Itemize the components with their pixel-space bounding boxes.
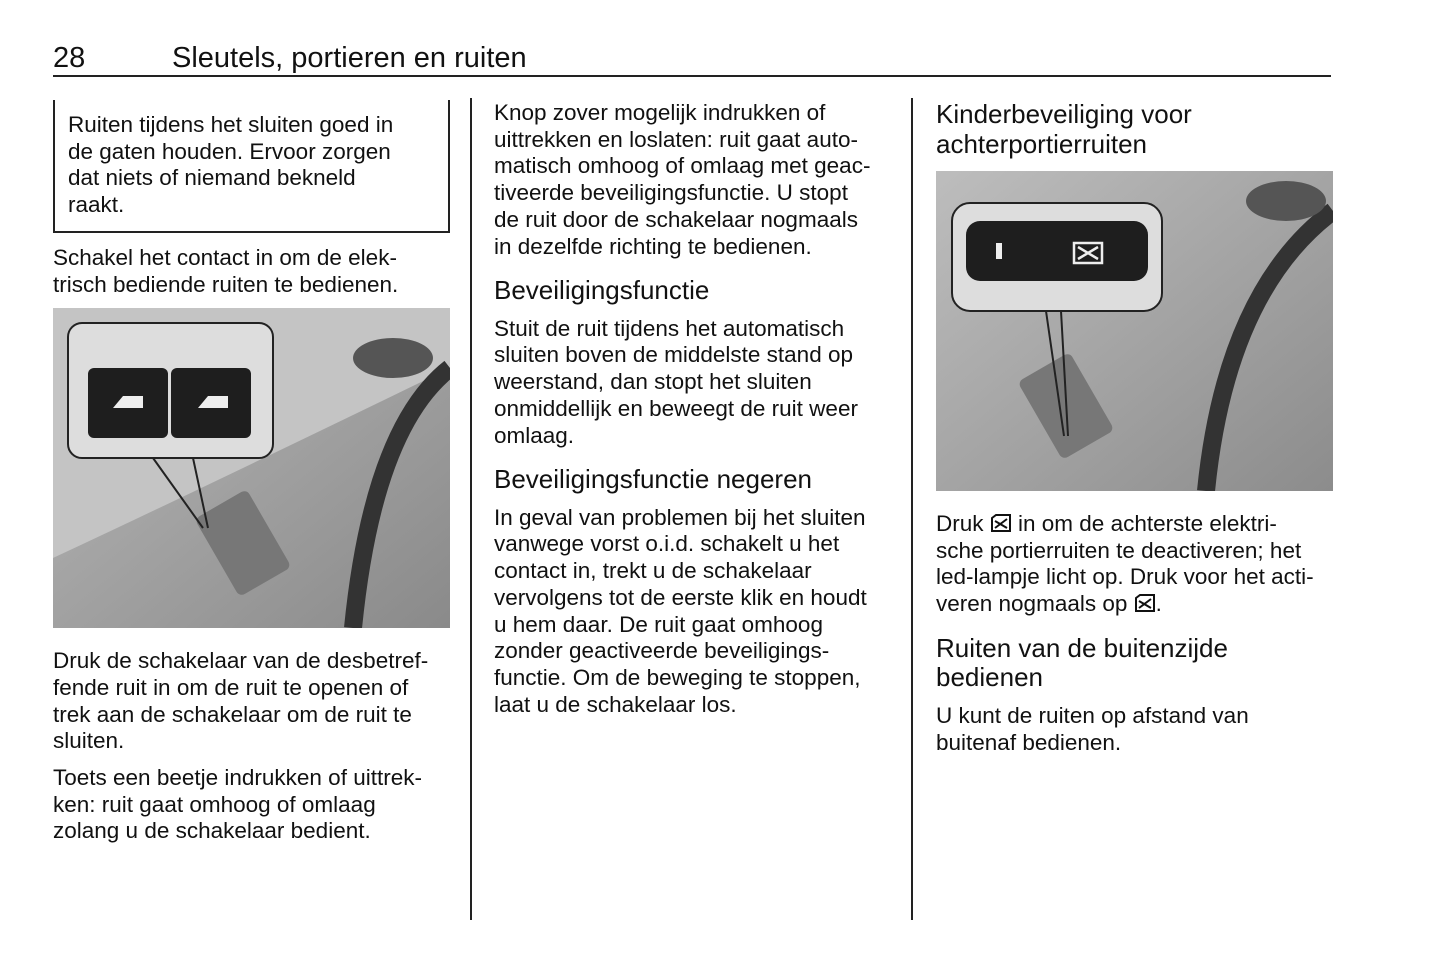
text-line: functie. Om de beweging te stoppen,: [494, 664, 861, 690]
paragraph: [53, 245, 453, 298]
heading-text: bedienen: [936, 662, 1043, 693]
heading-text: Ruiten van de buitenzijde: [936, 632, 1228, 663]
paragraph: [53, 648, 453, 755]
text-fragment: in om de achterste elektri-: [1011, 511, 1277, 536]
paragraph: [494, 316, 894, 450]
section-heading: [936, 634, 1336, 693]
heading-text: Kinderbeveiliging voor: [936, 99, 1192, 129]
text-fragment: .: [1155, 591, 1162, 617]
column-divider: [911, 98, 913, 920]
text-line: Schakel het contact in om de elek-: [53, 244, 397, 270]
text-line: Knop zover mogelijk indrukken of: [494, 100, 826, 125]
text-line: laat u de schakelaar los.: [494, 691, 737, 717]
paragraph: [53, 765, 453, 845]
text-fragment: Druk: [936, 511, 990, 536]
child-lock-icon: [990, 513, 1012, 533]
section-heading: [936, 100, 1336, 159]
text-line: de ruit door de schakelaar nogmaals: [494, 206, 858, 232]
text-line: led-lampje licht op. Druk voor het acti-: [936, 564, 1314, 590]
text-line: dat niets of niemand bekneld: [68, 165, 356, 191]
column-3: [936, 100, 1336, 766]
text-line: weerstand, dan stopt het sluiten: [494, 369, 812, 395]
text-line: matisch omhoog of omlaag met geac-: [494, 153, 871, 179]
warning-box: [53, 100, 450, 233]
text-line: vanwege vorst o.i.d. schakelt u het: [494, 531, 840, 557]
paragraph: [936, 511, 1336, 618]
text-line: uittrekken en loslaten: ruit gaat auto-: [494, 126, 858, 152]
text-line: zolang u de schakelaar bedient.: [53, 818, 371, 844]
paragraph: [494, 505, 894, 719]
text-line: sche portierruiten te deactiveren; het: [936, 537, 1302, 563]
text-line: Druk de schakelaar van de desbetref-: [53, 648, 429, 674]
text-line: U kunt de ruiten op afstand van: [936, 702, 1249, 728]
text-line: u hem daar. De ruit gaat omhoog: [494, 611, 823, 637]
window-switch-illustration: [53, 308, 450, 628]
child-lock-switch-illustration: [936, 171, 1333, 491]
text-line: in dezelfde richting te bedienen.: [494, 233, 812, 259]
text-line: fende ruit in om de ruit te openen of: [53, 674, 409, 700]
child-lock-icon: [1134, 593, 1156, 613]
text-fragment: veren nogmaals op: [936, 591, 1134, 617]
text-line: vervolgens tot de eerste klik en houdt: [494, 584, 867, 610]
text-line: ken: ruit gaat omhoog of omlaag: [53, 791, 376, 817]
heading-text: Beveiligingsfunctie negeren: [494, 464, 812, 495]
paragraph: [494, 100, 894, 260]
heading-text: achterportierruiten: [936, 128, 1147, 159]
text-line: de gaten houden. Ervoor zorgen: [68, 138, 391, 164]
text-line: onmiddellijk en beweegt de ruit weer: [494, 395, 858, 421]
text-line: trisch bediende ruiten te bedienen.: [53, 271, 399, 297]
text-line: buitenaf bedienen.: [936, 729, 1122, 755]
heading-text: Beveiligingsfunctie: [494, 275, 710, 306]
text-line: zonder geactiveerde beveiligings-: [494, 638, 830, 664]
section-heading: [494, 276, 894, 306]
page-title: Sleutels, portieren en ruiten: [172, 42, 527, 74]
text-line: Stuit de ruit tijdens het automatisch: [494, 315, 845, 341]
text-line: tiveerde beveiligingsfunctie. U stopt: [494, 180, 848, 206]
text-line: omlaag.: [494, 422, 575, 448]
text-line: contact in, trekt u de schakelaar: [494, 558, 812, 584]
text-line: sluiten boven de middelste stand op: [494, 342, 853, 368]
text-line: Toets een beetje indrukken of uittrek-: [53, 765, 422, 791]
text-line: trek aan de schakelaar om de ruit te: [53, 701, 412, 727]
paragraph: [936, 703, 1336, 756]
text-line: raakt.: [68, 192, 125, 218]
text-line: Ruiten tijdens het sluiten goed in: [68, 112, 394, 137]
column-1: [53, 100, 453, 855]
page-number: 28: [53, 42, 86, 74]
column-2: [494, 100, 894, 728]
text-line: sluiten.: [53, 728, 125, 754]
header-rule: [53, 75, 1331, 77]
text-line: In geval van problemen bij het sluiten: [494, 504, 866, 530]
section-heading: [494, 465, 894, 495]
column-divider: [470, 98, 472, 920]
